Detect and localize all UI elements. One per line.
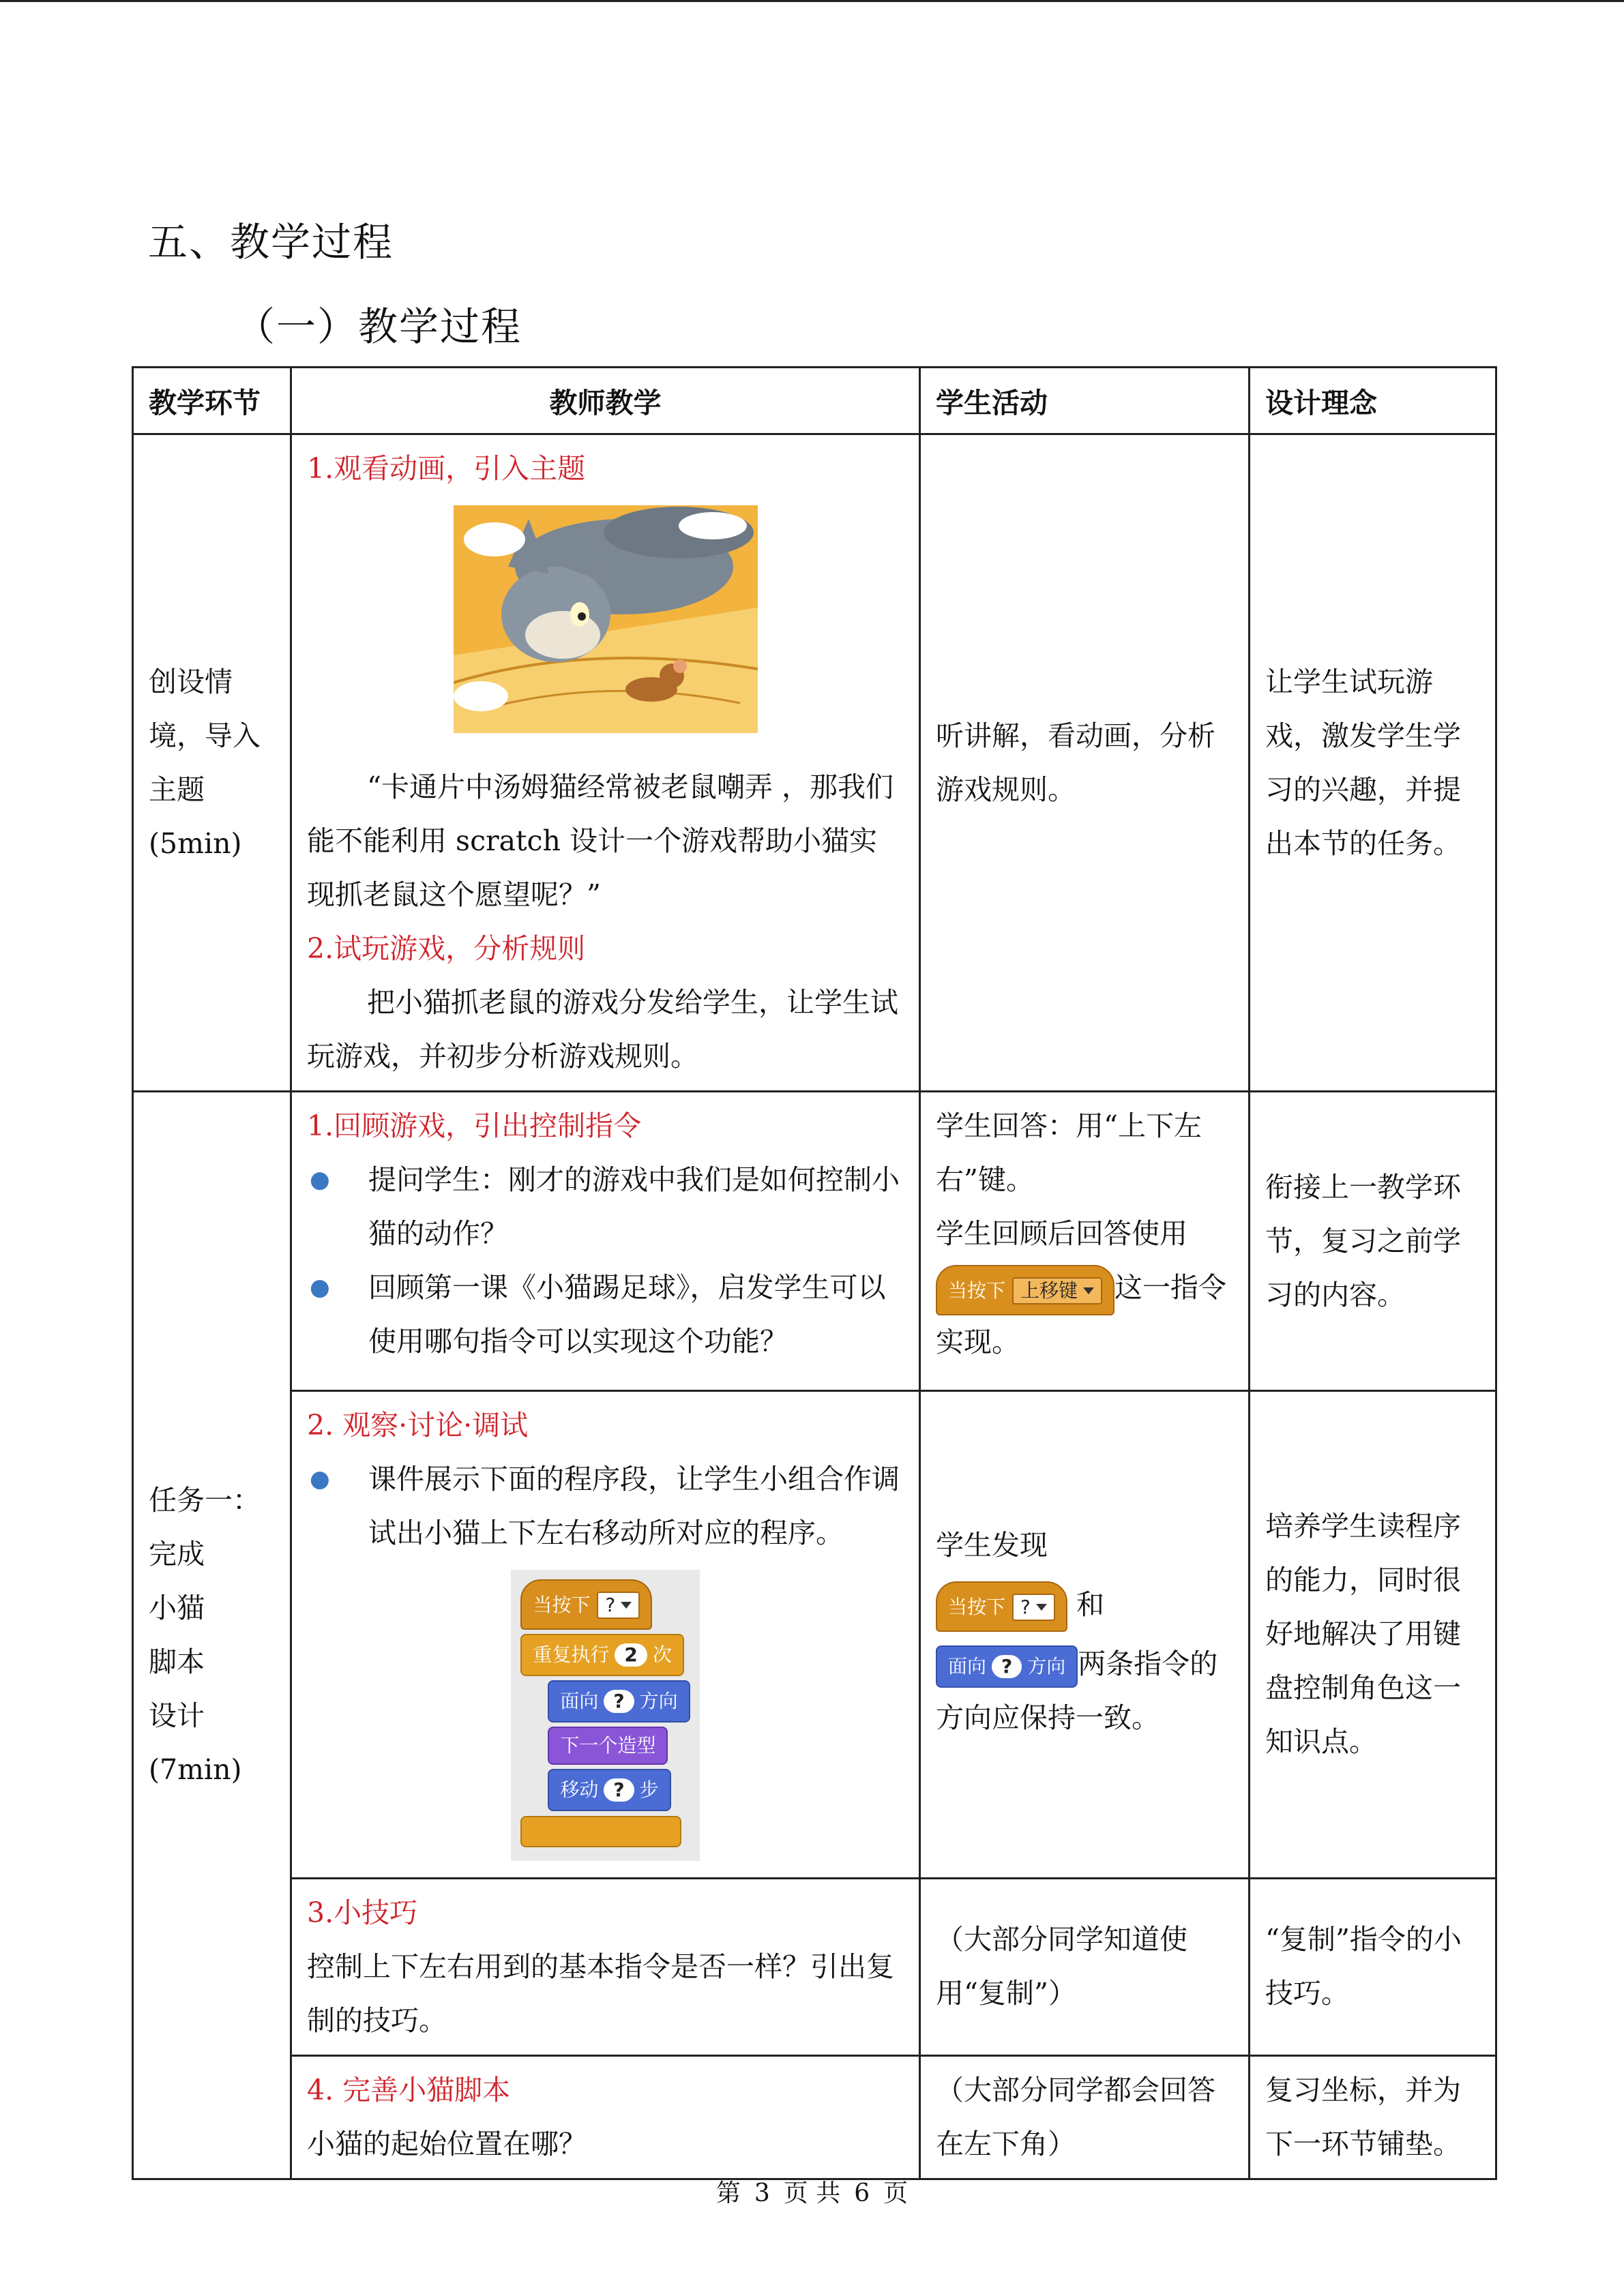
stage-line: 设计 [149, 1699, 205, 1732]
stage-line: 主题 [149, 773, 205, 806]
teacher-cell [291, 1092, 920, 1391]
scratch-script [511, 1570, 699, 1861]
table-header-row [133, 368, 1496, 434]
bullet-dot-icon: ● [310, 1166, 330, 1193]
design-cell: “复制”指令的小技巧。 [1250, 1878, 1496, 2055]
page-number: 3 [754, 2179, 770, 2207]
student-cell [920, 1391, 1250, 1879]
design-cell: 让学生试玩游戏，激发学生学习的兴趣，并提出本节的任务。 [1250, 434, 1496, 1092]
teacher-cell [291, 1391, 920, 1879]
table-row [133, 2055, 1496, 2179]
repeat-count: 2 [615, 1643, 647, 1667]
student-text: 这一指令实现。 [936, 1271, 1227, 1358]
block-label: 次 [652, 1643, 672, 1666]
step-title: 1.回顾游戏，引出控制指令 [307, 1109, 642, 1142]
table-row [133, 434, 1496, 1092]
header-teacher: 教师教学 [291, 368, 920, 434]
top-rule [0, 0, 1624, 2]
point-direction-block [936, 1645, 1078, 1688]
teacher-cell [291, 1878, 920, 2055]
step-title: 4. 完善小猫脚本 [307, 2073, 511, 2106]
student-text-with-block [936, 1261, 1233, 1369]
student-cell: 听讲解，看动画，分析游戏规则。 [920, 434, 1250, 1092]
block-label: 重复执行 [533, 1643, 610, 1666]
stage-cell [133, 434, 291, 1092]
block-label: 步 [639, 1778, 659, 1801]
student-text: 学生回顾后回答使用 [936, 1217, 1187, 1250]
dropdown-value: ? [1020, 1596, 1031, 1618]
teacher-cell [291, 434, 920, 1092]
dropdown-arrow-icon [1036, 1604, 1047, 1611]
repeat-block [520, 1634, 684, 1676]
script-image [307, 1570, 904, 1861]
footer-middle: 页 共 [783, 2179, 841, 2207]
cartoon-image [307, 505, 904, 751]
footer-prefix: 第 [715, 2179, 741, 2207]
block-label: 当按下 [533, 1594, 591, 1616]
design-cell: 衔接上一教学环节，复习之前学习的内容。 [1250, 1092, 1496, 1391]
block-label: 当按下 [948, 1279, 1006, 1302]
key-dropdown [597, 1592, 640, 1619]
subsection-heading: （一）教学过程 [235, 303, 522, 350]
list-item-text: 提问学生：刚才的游戏中我们是如何控制小猫的动作？ [368, 1163, 900, 1250]
student-text: 和 [1076, 1587, 1104, 1621]
block-label: 当按下 [948, 1596, 1006, 1618]
list-item-text: 回顾第一课《小猫踢足球》，启发学生可以使用哪句指令可以实现这个功能？ [368, 1271, 886, 1358]
when-key-pressed-block [936, 1265, 1114, 1315]
student-text: 学生回答：用“上下左右”键。 [936, 1109, 1202, 1196]
direction-value: ? [992, 1655, 1022, 1678]
bullet-dot-icon: ● [310, 1274, 330, 1301]
key-dropdown [1012, 1277, 1102, 1304]
repeat-block-end [520, 1816, 681, 1847]
stage-cell [133, 1092, 291, 2179]
block-label: 下一个造型 [560, 1734, 656, 1757]
step-text: 把小猫抓老鼠的游戏分发给学生，让学生试玩游戏，并初步分析游戏规则。 [307, 986, 898, 1073]
key-dropdown [1012, 1594, 1055, 1621]
section-heading: 五、教学过程 [148, 219, 394, 265]
student-text: 两条指令的方向应保持一致。 [936, 1648, 1218, 1734]
steps-value: ? [604, 1778, 634, 1802]
next-costume-block [548, 1727, 668, 1765]
move-steps-block [548, 1769, 670, 1811]
student-block-line [936, 1578, 1233, 1632]
list-item [307, 1452, 904, 1560]
student-block-line [936, 1637, 1233, 1745]
step-title: 1.观看动画，引入主题 [307, 452, 586, 485]
block-label: 方向 [1027, 1654, 1066, 1678]
step-text: 控制上下左右用到的基本指令是否一样？引出复制的技巧。 [307, 1950, 894, 2037]
student-cell [920, 1092, 1250, 1391]
design-cell: 复习坐标，并为下一环节铺垫。 [1250, 2055, 1496, 2179]
stage-line: (7min) [149, 1753, 242, 1786]
student-cell: （大部分同学都会回答在左下角） [920, 2055, 1250, 2179]
step-title: 2. 观察·讨论·调试 [307, 1409, 529, 1442]
table-row [133, 1878, 1496, 2055]
stage-line: 完成 [149, 1537, 205, 1570]
block-label: 面向 [948, 1654, 987, 1678]
student-text: 学生发现 [936, 1528, 1048, 1562]
design-cell: 培养学生读程序的能力，同时很好地解决了用键盘控制角色这一知识点。 [1250, 1391, 1496, 1879]
step-title: 2.试玩游戏，分析规则 [307, 932, 586, 965]
header-stage: 教学环节 [133, 368, 291, 434]
page-footer [0, 2174, 1624, 2209]
stage-line: 境，导入 [149, 719, 261, 752]
block-label: 方向 [639, 1690, 678, 1712]
quote-text: “卡通片中汤姆猫经常被老鼠嘲弄 ，那我们能不能利用 scratch 设计一个游戏帮助小猫实现抓老鼠这个愿望呢？” [307, 771, 894, 911]
dropdown-value: 上移键 [1020, 1279, 1078, 1302]
list-item [307, 1261, 904, 1369]
step-title: 3.小技巧 [307, 1896, 418, 1929]
when-key-pressed-block [520, 1579, 652, 1630]
header-student: 学生活动 [920, 368, 1250, 434]
block-label: 面向 [560, 1690, 599, 1712]
direction-value: ? [604, 1690, 634, 1713]
when-key-pressed-block [936, 1581, 1067, 1632]
stage-line: 创设情 [149, 665, 233, 698]
stage-line: 小猫 [149, 1591, 205, 1624]
stage-line: (5min) [149, 826, 242, 860]
page-total: 6 [854, 2179, 870, 2207]
block-label: 移动 [560, 1778, 599, 1801]
bullet-dot-icon: ● [310, 1465, 330, 1493]
stage-line: 任务一： [149, 1483, 261, 1517]
list-item-text: 课件展示下面的程序段，让学生小组合作调试出小猫上下左右移动所对应的程序。 [368, 1463, 900, 1549]
dropdown-value: ? [605, 1594, 616, 1616]
lesson-table [132, 366, 1497, 2180]
cat-mouse-illustration [454, 505, 758, 733]
table-row [133, 1092, 1496, 1391]
footer-suffix: 页 [883, 2179, 909, 2207]
stage-line: 脚本 [149, 1645, 205, 1678]
point-direction-block [548, 1680, 690, 1723]
dropdown-arrow-icon [621, 1602, 632, 1609]
teacher-cell [291, 2055, 920, 2179]
list-item [307, 1153, 904, 1261]
table-row [133, 1391, 1496, 1879]
dropdown-arrow-icon [1083, 1287, 1094, 1294]
header-design: 设计理念 [1250, 368, 1496, 434]
student-cell: （大部分同学知道使用“复制”） [920, 1878, 1250, 2055]
step-text: 小猫的起始位置在哪？ [307, 2127, 587, 2160]
